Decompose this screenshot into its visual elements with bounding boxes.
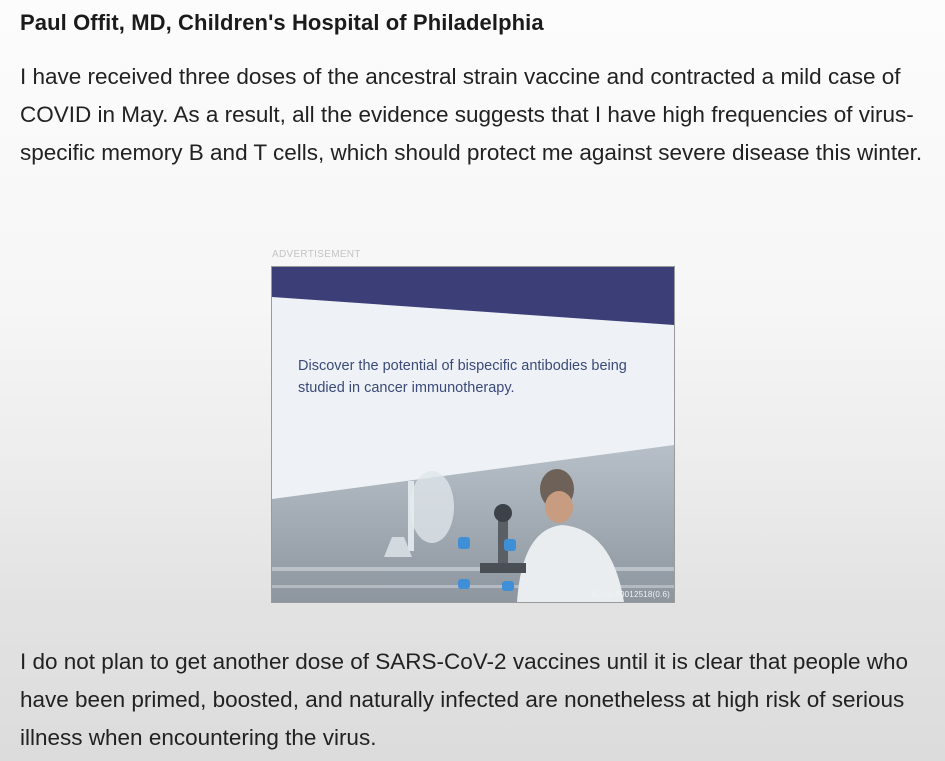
- paragraph-2: I do not plan to get another dose of SARS-CoV-2 vaccines until it is clear that people who have been primed, boosted, and naturally infected are nonetheless at high risk of serious illness when encountering the virus.: [20, 649, 909, 750]
- ad-headline: Discover the potential of bispecific antibodies being studied in cancer immunotherapy.: [298, 358, 627, 396]
- ad-background: [272, 267, 674, 602]
- ad-reference-code: M-US-00012518(0.6): [591, 590, 670, 599]
- advertisement-label: ADVERTISEMENT: [272, 249, 361, 260]
- paragraph-1: I have received three doses of the ancestral strain vaccine and contracted a mild case of COVID in May. As a result, all the evidence suggests that I have high frequencies of virus-specific memory B and T cells, which should protect me against severe disease this winter.: [20, 64, 923, 165]
- advertisement-banner[interactable]: [271, 266, 675, 603]
- section-heading: Paul Offit, MD, Children's Hospital of Philadelphia: [20, 10, 544, 35]
